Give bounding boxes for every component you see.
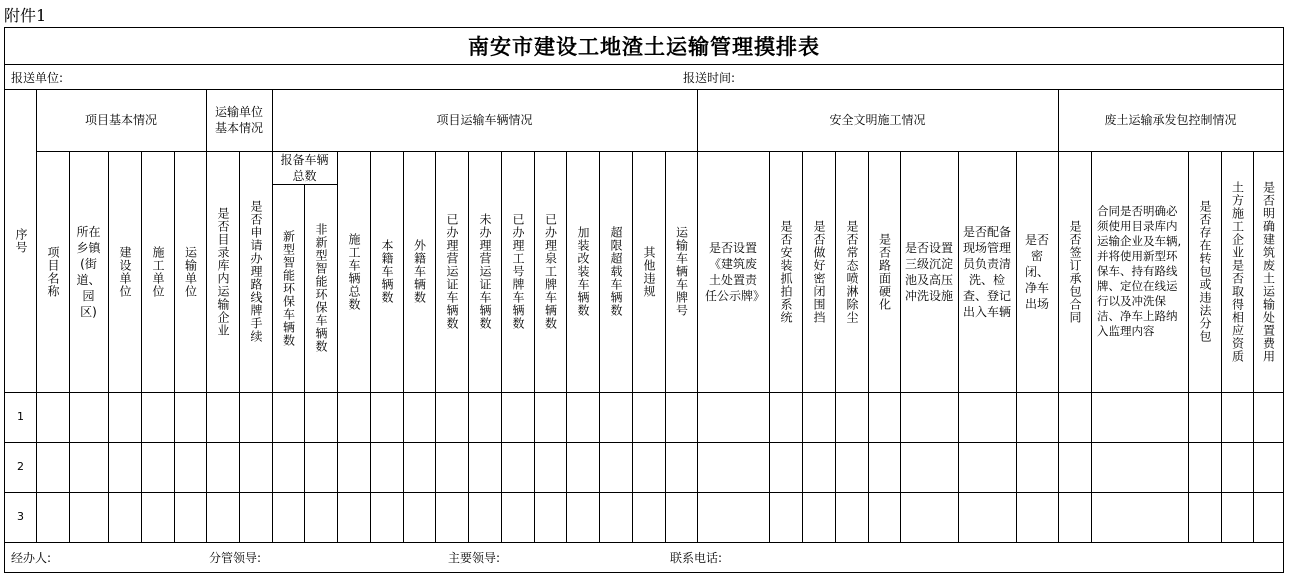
col-enclosure (802, 151, 835, 392)
col-new-eco-text: 新型智能环保车辆数 (281, 229, 296, 347)
col-camera-text: 是否安装抓拍系统 (779, 219, 793, 324)
col-enclosure-text: 是否做好密闭围挡 (812, 219, 826, 324)
col-nonlocal (403, 151, 435, 392)
col-manager: 是否配备现场管理员负责清洗、检查、登记出入车辆 (963, 224, 1012, 319)
col-project-name (36, 151, 69, 392)
group-transport-basic: 运输单位基本情况 (214, 105, 263, 135)
col-spray-text: 是否常态喷淋除尘 (845, 219, 859, 324)
col-non-new-eco-text: 非新型智能环保车辆数 (314, 223, 328, 353)
col-contract-terms: 合同是否明确必须使用目录库内运输企业及车辆,并将使用新型环保车、持有路线牌、定位在线运行以及冲洗保洁、净车上路纳入监理内容 (1097, 204, 1182, 338)
col-route-permit-text: 是否申请办理路线牌手续 (249, 200, 263, 343)
col-qualification (1221, 151, 1253, 392)
col-in-catalog-text: 是否目录库内运输企业 (216, 206, 230, 337)
col-builder (108, 151, 141, 392)
col-overload (599, 151, 632, 392)
col-overload-text: 超限超载车辆数 (609, 226, 623, 317)
group-filed-total: 报备车辆总数 (280, 152, 329, 183)
col-hardened-text: 是否路面硬化 (877, 232, 892, 311)
col-other-violation (632, 151, 665, 392)
table-title: 南安市建设工地渣土运输管理摸排表 (468, 34, 820, 59)
col-op-cert-text: 已办理营运证车辆数 (445, 213, 459, 330)
col-non-new-eco (304, 184, 337, 392)
col-in-catalog (206, 151, 239, 392)
row-number: 2 (17, 460, 24, 473)
col-new-eco (272, 184, 304, 392)
col-contract (1058, 151, 1091, 392)
col-subcontract (1188, 151, 1221, 392)
col-plates-text: 运输车辆车牌号 (674, 226, 689, 317)
col-total-vehicles-text: 施工车辆总数 (347, 232, 361, 311)
col-total-vehicles (337, 151, 370, 392)
group-subcontract: 废土运输承发包控制情况 (1104, 113, 1237, 127)
col-contract-text: 是否签订承包合同 (1068, 219, 1082, 324)
col-quan-plate-text: 已办理泉工牌车辆数 (543, 213, 558, 330)
col-wash-pool: 是否设置三级沉淀池及高压冲洗设施 (905, 240, 954, 303)
col-plates (665, 151, 697, 392)
col-disposal-fee-text: 是否明确建筑废土运输处置费用 (1261, 180, 1276, 363)
col-spray (835, 151, 868, 392)
col-quan-plate (534, 151, 566, 392)
col-local-text: 本籍车辆数 (380, 239, 394, 304)
supervisor-label: 分管领导: (209, 551, 262, 565)
col-transport (174, 151, 206, 392)
col-builder-text: 建设单位 (118, 245, 132, 298)
col-op-cert (435, 151, 468, 392)
row-number: 3 (17, 510, 24, 523)
col-construction (141, 151, 174, 392)
attachment-label: 附件1 (4, 6, 47, 25)
rule (5, 542, 1283, 543)
col-notice-board: 是否设置《建筑废土处置责任公示牌》 (705, 240, 766, 303)
phone-label: 联系电话: (670, 551, 723, 565)
group-safety: 安全文明施工情况 (829, 113, 926, 127)
leader-label: 主要领导: (448, 551, 501, 565)
col-gong-plate-text: 已办理工号牌车辆数 (511, 213, 525, 330)
col-camera (769, 151, 802, 392)
col-qualification-text: 土方施工企业是否取得相应资质 (1230, 180, 1245, 363)
report-time-label: 报送时间: (683, 71, 736, 85)
col-no-op-cert (468, 151, 501, 392)
col-modified-text: 加装改装车辆数 (576, 226, 590, 317)
handler-label: 经办人: (11, 551, 52, 565)
col-local (370, 151, 403, 392)
row-number: 1 (17, 410, 24, 423)
col-other-violation-text: 其他违规 (642, 245, 656, 298)
survey-table (4, 27, 1284, 573)
col-route-permit (239, 151, 272, 392)
header-seq (5, 89, 36, 392)
col-transport-text: 运输单位 (183, 245, 198, 298)
col-nonlocal-text: 外籍车辆数 (412, 239, 427, 304)
col-sealed: 是否密闭、净车出场 (1024, 232, 1049, 311)
col-no-op-cert-text: 未办理营运证车辆数 (478, 213, 492, 330)
col-modified (566, 151, 599, 392)
col-town: 所在乡镇(街道、园区) (76, 224, 101, 319)
col-gong-plate (501, 151, 534, 392)
col-project-name-text: 项目名称 (46, 245, 60, 298)
group-project-basic: 项目基本情况 (84, 113, 157, 127)
col-hardened (868, 151, 900, 392)
reporter-label: 报送单位: (11, 71, 64, 85)
rule (5, 64, 1283, 65)
group-project-vehicles: 项目运输车辆情况 (436, 113, 533, 127)
col-disposal-fee (1253, 151, 1283, 392)
header-seq-text: 序号 (14, 227, 28, 254)
col-construction-text: 施工单位 (151, 245, 165, 298)
col-subcontract-text: 是否存在转包或违法分包 (1198, 200, 1212, 343)
